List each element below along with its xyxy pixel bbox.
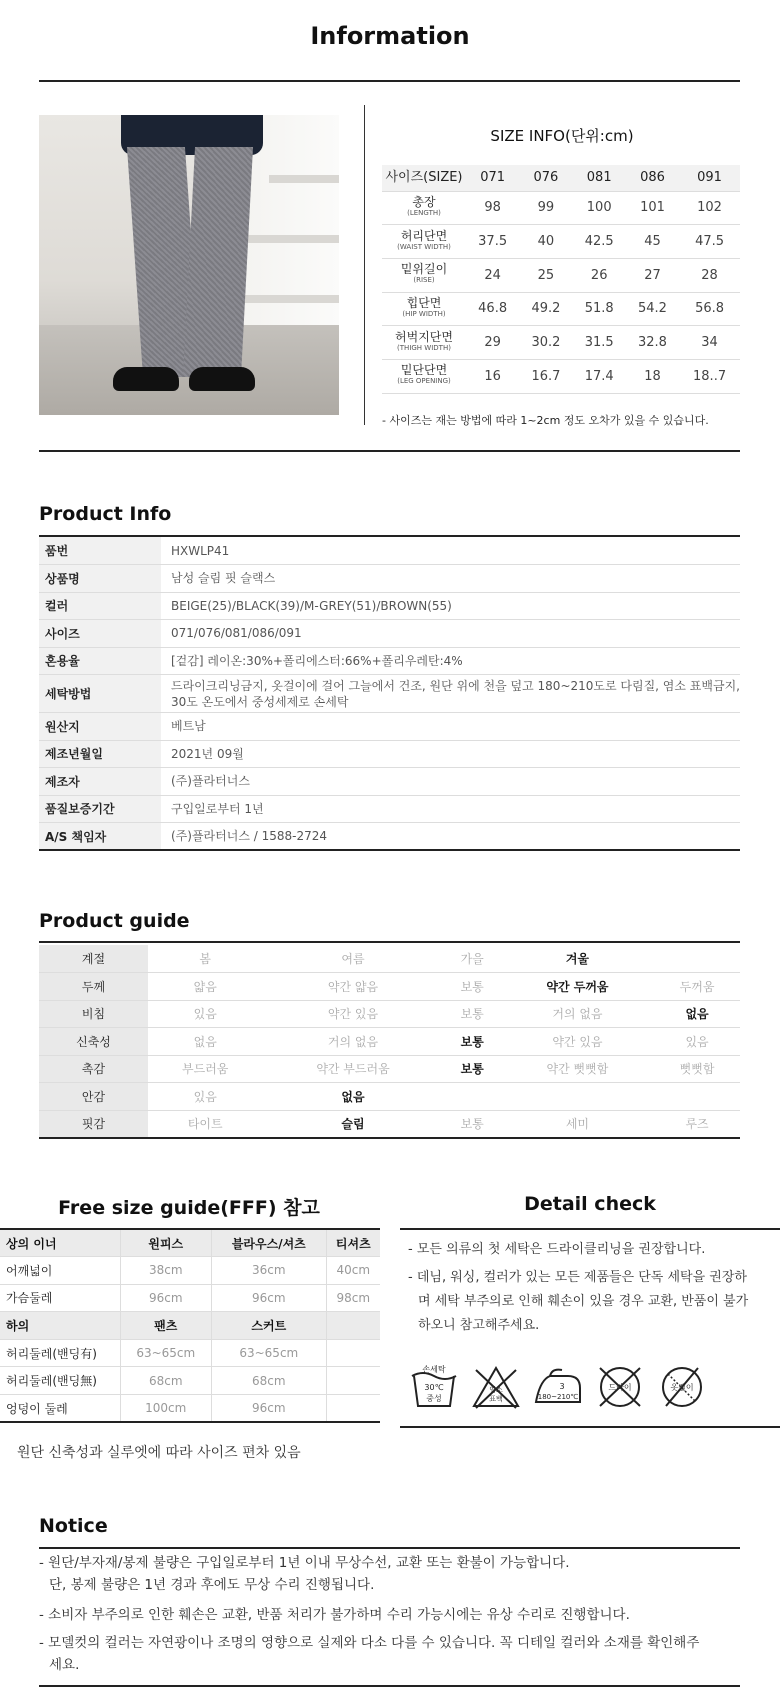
free-size-cell: 가슴둘레 [0, 1284, 120, 1312]
size-row-length: 총장 (LENGTH) 98 99 100 101 102 [382, 191, 740, 225]
svg-text:드라이: 드라이 [608, 1383, 632, 1392]
divider [39, 450, 740, 452]
free-size-row [0, 1395, 380, 1423]
info-row: 사이즈 071/076/081/086/091 [39, 620, 740, 648]
guide-option: 타이트 [148, 1110, 262, 1138]
guide-option: 없음 [148, 1028, 262, 1056]
size-row-rise: 밑위길이 (RISE) 24 25 26 27 28 [382, 258, 740, 292]
divider [39, 80, 740, 82]
guide-option: 약간 얇음 [262, 973, 443, 1001]
guide-row-label: 두께 [39, 973, 148, 1001]
free-size-cell: 허리둘레(밴딩無) [0, 1367, 120, 1395]
guide-option: 거의 없음 [262, 1028, 443, 1056]
size-row-leg-opening: 밑단단면 (LEG OPENING) 16 16.7 17.4 18 18..7 [382, 359, 740, 393]
free-size-cell: 68cm [120, 1367, 212, 1395]
detail-check-title: Detail check [524, 1193, 656, 1215]
svg-text:표백: 표백 [489, 1395, 503, 1403]
guide-row-label: 계절 [39, 945, 148, 973]
iron-icon [532, 1362, 584, 1412]
guide-row-label: 촉감 [39, 1055, 148, 1083]
guide-option: 뻣뻣함 [654, 1055, 740, 1083]
free-size-cell: 98cm [326, 1284, 380, 1312]
guide-option: 보통 [444, 1055, 501, 1083]
guide-option: 약간 뻣뻣함 [501, 1055, 654, 1083]
no-dry-clean-icon [594, 1362, 646, 1412]
notice-line: - 소비자 부주의로 인한 훼손은 교환, 반품 처리가 불가하며 수리 가능시에는 유상 수리로 진행합니다. [39, 1607, 630, 1623]
free-size-cell: 63~65cm [120, 1339, 212, 1367]
size-table [382, 165, 740, 394]
divider [39, 1547, 740, 1549]
guide-row [39, 1083, 740, 1111]
size-row-waist: 허리단면 (WAIST WIDTH) 37.5 40 42.5 45 47.5 [382, 225, 740, 259]
free-size-cell: 36cm [212, 1257, 327, 1285]
notice-line: 세요. [49, 1657, 80, 1673]
free-size-cell: 63~65cm [212, 1339, 327, 1367]
detail-check-line: - 모든 의류의 첫 세탁은 드라이클리닝을 권장합니다. [408, 1242, 706, 1257]
size-info-title: SIZE INFO(단위:cm) [490, 127, 634, 145]
free-size-table [0, 1228, 380, 1423]
product-guide-title: Product guide [39, 910, 190, 932]
detail-check-line: 하오니 참고해주세요. [418, 1318, 540, 1333]
free-size-cell: 어깨넓이 [0, 1257, 120, 1285]
free-size-row [0, 1367, 380, 1395]
notice-line: - 모델컷의 컬러는 자연광이나 조명의 영향으로 실제와 다소 다를 수 있습니다. 꼭 디테일 컬러와 소재를 확인해주 [39, 1635, 700, 1651]
guide-row [39, 973, 740, 1001]
notice-line: 단, 봉제 불량은 1년 경과 후에도 무상 수리 진행됩니다. [49, 1577, 375, 1593]
size-row-hip: 힙단면 (HIP WIDTH) 46.8 49.2 51.8 54.2 56.8 [382, 292, 740, 326]
guide-option: 보통 [444, 1000, 501, 1028]
guide-option: 보통 [444, 1028, 501, 1056]
guide-option: 세미 [501, 1110, 654, 1138]
svg-text:180~210℃: 180~210℃ [537, 1393, 579, 1401]
size-table-header: 사이즈(SIZE) 071 076 081 086 091 [382, 165, 740, 191]
free-size-row [0, 1257, 380, 1285]
svg-text:염소: 염소 [489, 1386, 503, 1394]
free-size-cell: 팬츠 [120, 1312, 212, 1340]
divider [39, 941, 740, 943]
detail-check-box [400, 1228, 780, 1428]
free-size-cell: 하의 [0, 1312, 120, 1340]
guide-row-label: 핏감 [39, 1110, 148, 1138]
free-size-cell: 96cm [120, 1284, 212, 1312]
product-info-title: Product Info [39, 503, 172, 525]
guide-row [39, 1000, 740, 1028]
free-size-cell: 38cm [120, 1257, 212, 1285]
notice-title: Notice [39, 1515, 108, 1537]
guide-option [654, 1083, 740, 1111]
guide-row [39, 1028, 740, 1056]
model-photo [39, 115, 339, 415]
detail-check-line: 며 세탁 부주의로 인해 훼손이 있을 경우 교환, 반품이 불가 [418, 1294, 749, 1309]
info-row: 품번 HXWLP41 [39, 537, 740, 565]
free-size-row [0, 1284, 380, 1312]
guide-option: 슬림 [262, 1110, 443, 1138]
svg-text:30℃: 30℃ [424, 1383, 444, 1392]
free-size-cell [326, 1395, 380, 1423]
no-bleach-icon [470, 1362, 522, 1412]
guide-row [39, 945, 740, 973]
svg-text:중성: 중성 [426, 1394, 442, 1403]
guide-option: 보통 [444, 973, 501, 1001]
guide-option: 보통 [444, 1110, 501, 1138]
guide-option: 얇음 [148, 973, 262, 1001]
free-size-header-row [0, 1229, 380, 1257]
guide-option: 두꺼움 [654, 973, 740, 1001]
guide-row-label: 비침 [39, 1000, 148, 1028]
guide-option: 없음 [262, 1083, 443, 1111]
free-size-cell: 엉덩이 둘레 [0, 1395, 120, 1423]
guide-option: 루즈 [654, 1110, 740, 1138]
notice-line: - 원단/부자재/봉제 불량은 구입일로부터 1년 이내 무상수선, 교환 또는 환불이 가능합니다. [39, 1555, 570, 1571]
guide-option [501, 1083, 654, 1111]
free-size-cell: 40cm [326, 1257, 380, 1285]
guide-row-label: 신축성 [39, 1028, 148, 1056]
free-size-cell [326, 1312, 380, 1340]
free-size-cell: 68cm [212, 1367, 327, 1395]
info-row: 제조년월일 2021년 09월 [39, 740, 740, 768]
product-info-table [39, 537, 740, 851]
info-row: 품질보증기간 구입일로부터 1년 [39, 795, 740, 823]
svg-text:3: 3 [559, 1382, 565, 1391]
guide-option: 약간 있음 [501, 1028, 654, 1056]
guide-option: 없음 [654, 1000, 740, 1028]
divider [39, 1685, 740, 1687]
info-row: 세탁방법 드라이크리닝금지, 옷걸이에 걸어 그늘에서 건조, 원단 위에 천을 덮고 180~210도로 다림질, 염소 표백금지, 30도 온도에서 중성세제로 손세탁 [39, 675, 740, 713]
free-size-row [0, 1339, 380, 1367]
info-row: A/S 책임자 (주)플라터너스 / 1588-2724 [39, 823, 740, 851]
guide-option [444, 1083, 501, 1111]
guide-option: 가을 [444, 945, 501, 973]
info-row: 원산지 베트남 [39, 713, 740, 741]
free-size-note: 원단 신축성과 실루엣에 따라 사이즈 편차 있음 [17, 1445, 301, 1461]
guide-option: 있음 [148, 1000, 262, 1028]
free-size-cell: 100cm [120, 1395, 212, 1423]
free-size-cell: 상의 이너 [0, 1229, 120, 1257]
hand-wash-icon [408, 1362, 460, 1412]
guide-option: 겨울 [501, 945, 654, 973]
free-size-cell: 티셔츠 [326, 1229, 380, 1257]
guide-option: 약간 있음 [262, 1000, 443, 1028]
guide-row [39, 1110, 740, 1138]
guide-option: 있음 [148, 1083, 262, 1111]
guide-option: 약간 두꺼움 [501, 973, 654, 1001]
detail-check-line: - 데님, 워싱, 컬러가 있는 모든 제품들은 단독 세탁을 권장하 [408, 1270, 747, 1285]
size-row-thigh: 허벅지단면 (THIGH WIDTH) 29 30.2 31.5 32.8 34 [382, 326, 740, 360]
guide-option: 약간 부드러움 [262, 1055, 443, 1083]
free-size-cell: 블라우스/셔츠 [212, 1229, 327, 1257]
guide-option: 있음 [654, 1028, 740, 1056]
care-icons [408, 1362, 780, 1418]
guide-option: 여름 [262, 945, 443, 973]
info-row: 혼용율 [겉감] 레이온:30%+폴리에스터:66%+폴리우레탄:4% [39, 647, 740, 675]
info-row: 제조자 (주)플라터너스 [39, 768, 740, 796]
svg-text:손세탁: 손세탁 [422, 1365, 446, 1374]
free-size-header-row [0, 1312, 380, 1340]
guide-option: 부드러움 [148, 1055, 262, 1083]
info-row: 상품명 남성 슬림 핏 슬랙스 [39, 565, 740, 593]
free-size-cell: 허리둘레(밴딩有) [0, 1339, 120, 1367]
free-size-cell [326, 1339, 380, 1367]
guide-option [654, 945, 740, 973]
information-title: Information [310, 22, 470, 50]
free-size-cell: 스커트 [212, 1312, 327, 1340]
free-size-title: Free size guide(FFF) 참고 [58, 1197, 320, 1219]
svg-text:옷걸이: 옷걸이 [670, 1383, 694, 1392]
vertical-divider [364, 105, 365, 425]
free-size-cell: 원피스 [120, 1229, 212, 1257]
no-tumble-dry-icon [656, 1362, 708, 1412]
guide-option: 봄 [148, 945, 262, 973]
free-size-cell: 96cm [212, 1284, 327, 1312]
free-size-cell: 96cm [212, 1395, 327, 1423]
size-note: - 사이즈는 재는 방법에 따라 1~2cm 정도 오차가 있을 수 있습니다. [382, 414, 709, 427]
product-guide-table [39, 945, 740, 1139]
free-size-cell [326, 1367, 380, 1395]
guide-row-label: 안감 [39, 1083, 148, 1111]
guide-row [39, 1055, 740, 1083]
guide-option: 거의 없음 [501, 1000, 654, 1028]
info-row: 컬러 BEIGE(25)/BLACK(39)/M-GREY(51)/BROWN(55) [39, 592, 740, 620]
